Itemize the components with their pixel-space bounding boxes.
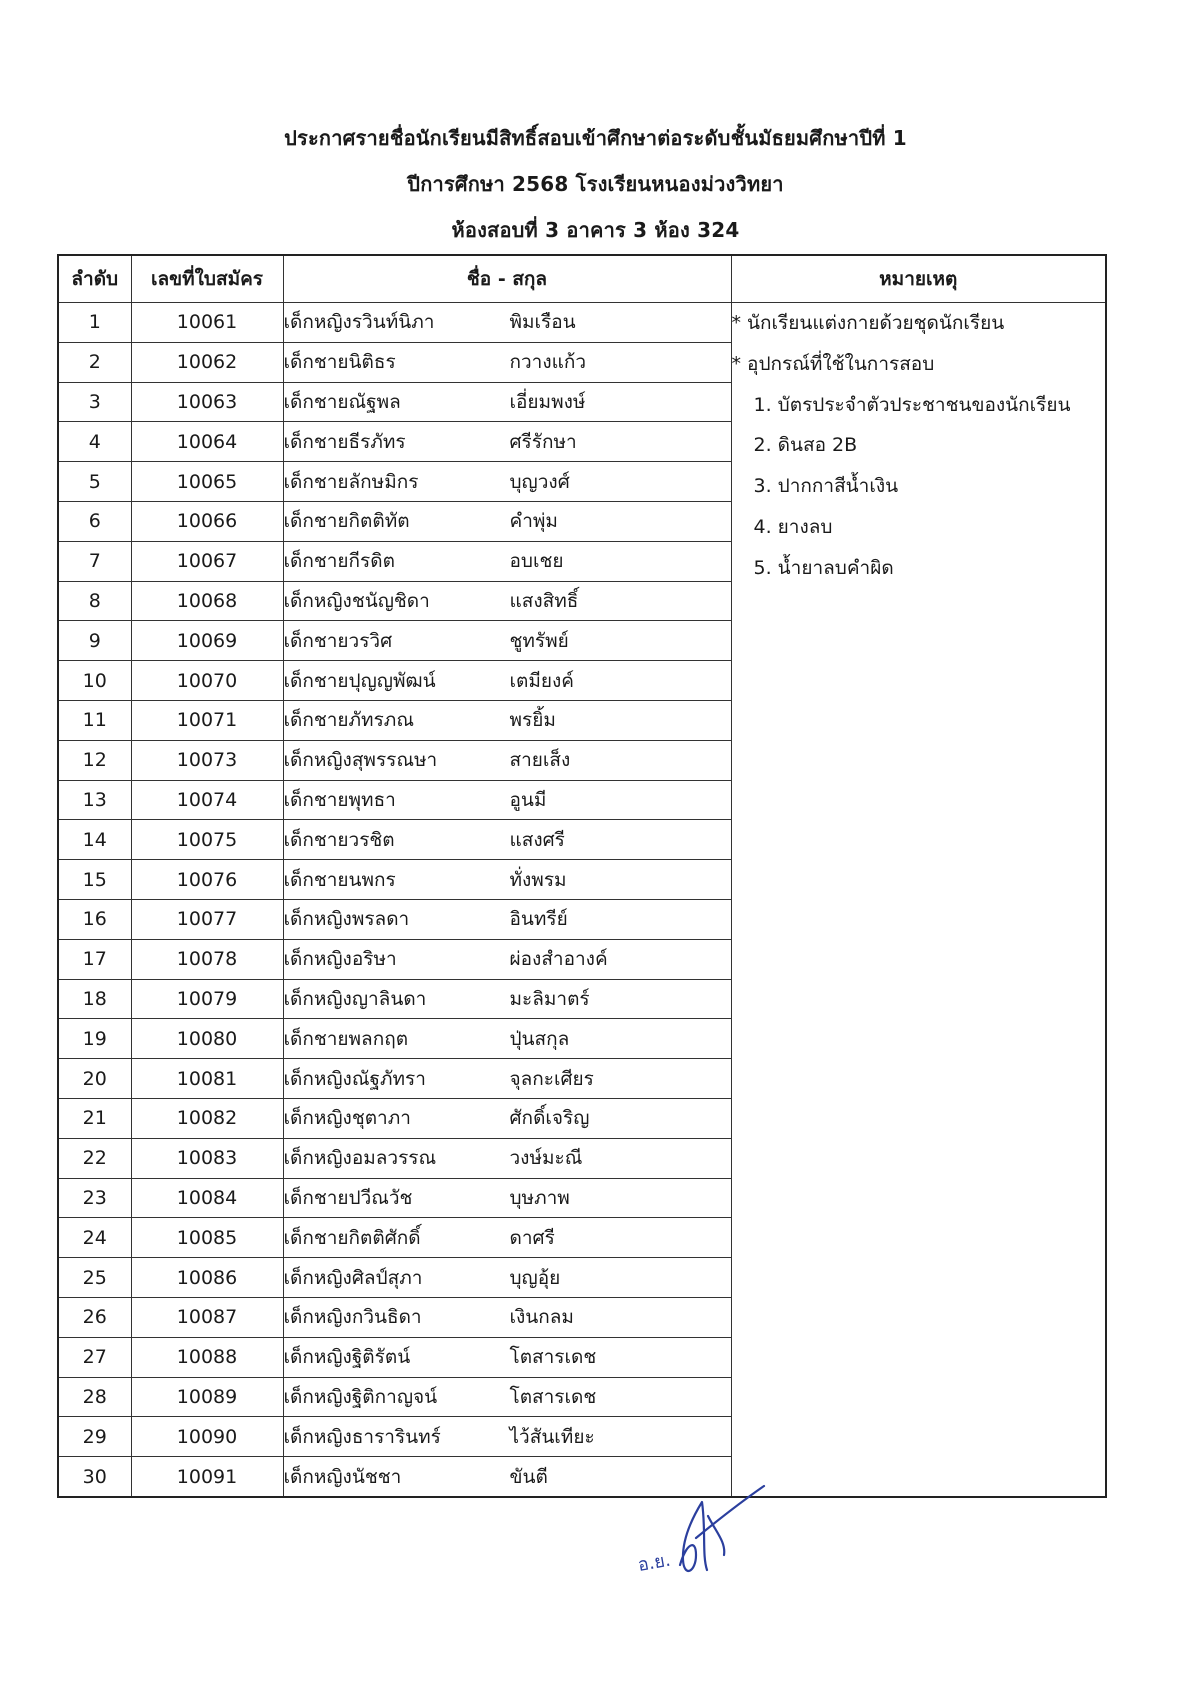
last-name: ชูทรัพย์ (509, 629, 569, 652)
application-number: 10074 (131, 780, 283, 820)
student-name (283, 1337, 731, 1377)
student-name (283, 581, 731, 621)
application-number: 10079 (131, 979, 283, 1019)
application-number: 10089 (131, 1377, 283, 1417)
last-name: เงินกลม (509, 1306, 574, 1329)
order-number: 15 (58, 860, 131, 900)
student-name (283, 860, 731, 900)
student-name (283, 422, 731, 462)
order-number: 17 (58, 939, 131, 979)
student-name (283, 382, 731, 422)
academic-year-school: ปีการศึกษา 2568 โรงเรียนหนองม่วงวิทยา (407, 172, 784, 196)
last-name: วงษ์มะณี (509, 1147, 583, 1170)
last-name: มะลิมาตร์ (509, 987, 590, 1010)
application-number: 10086 (131, 1258, 283, 1298)
order-number: 18 (58, 979, 131, 1019)
application-number: 10090 (131, 1417, 283, 1457)
last-name: ศักดิ์เจริญ (509, 1107, 590, 1130)
application-number: 10084 (131, 1178, 283, 1218)
order-number: 25 (58, 1258, 131, 1298)
last-name: โตสารเดช (509, 1385, 597, 1408)
first-name: เด็กชายธีรภัทร (283, 430, 406, 453)
first-name: เด็กหญิงญาลินดา (283, 987, 427, 1010)
first-name: เด็กชายปวีณวัช (283, 1186, 413, 1209)
first-name: เด็กหญิงธารารินทร์ (283, 1425, 441, 1448)
order-number: 5 (58, 462, 131, 502)
application-number: 10069 (131, 621, 283, 661)
application-number: 10087 (131, 1297, 283, 1337)
first-name: เด็กหญิงรวินท์นิภา (283, 311, 435, 334)
student-list-table (57, 254, 1107, 1498)
application-number: 10067 (131, 541, 283, 581)
application-number: 10078 (131, 939, 283, 979)
first-name: เด็กหญิงกวินธิดา (283, 1306, 422, 1329)
column-header-remarks: หมายเหตุ (731, 255, 1106, 303)
column-header-order: ลำดับ (58, 255, 131, 303)
last-name: ทั่งพรม (509, 868, 567, 891)
remark-note: * อุปกรณ์ที่ใช้ในการสอบ (731, 352, 935, 375)
application-number: 10061 (131, 303, 283, 343)
order-number: 8 (58, 581, 131, 621)
first-name: เด็กชายวรชิต (283, 828, 395, 851)
equipment-item: 3. ปากกาสีน้ำเงิน (753, 475, 899, 498)
last-name: กวางแก้ว (509, 351, 587, 374)
student-name (283, 1138, 731, 1178)
student-name (283, 700, 731, 740)
student-name (283, 1377, 731, 1417)
table-header-row (58, 255, 1106, 303)
order-number: 28 (58, 1377, 131, 1417)
student-name (283, 899, 731, 939)
first-name: เด็กหญิงฐิติรัตน์ (283, 1346, 411, 1369)
column-header-full-name: ชื่อ - สกุล (283, 255, 731, 303)
order-number: 19 (58, 1019, 131, 1059)
first-name: เด็กชายพลกฤต (283, 1027, 409, 1050)
order-number: 9 (58, 621, 131, 661)
first-name: เด็กหญิงอริษา (283, 948, 397, 971)
order-number: 10 (58, 661, 131, 701)
order-number: 24 (58, 1218, 131, 1258)
first-name: เด็กหญิงชนัญชิดา (283, 589, 430, 612)
first-name: เด็กชายนิติธร (283, 351, 396, 374)
student-name (283, 979, 731, 1019)
last-name: เตมียงค์ (509, 669, 574, 692)
first-name: เด็กชายนพกร (283, 868, 396, 891)
application-number: 10066 (131, 501, 283, 541)
student-name (283, 661, 731, 701)
last-name: พิมเรือน (509, 311, 576, 334)
application-number: 10063 (131, 382, 283, 422)
last-name: ขันตี (509, 1465, 548, 1488)
student-name (283, 1258, 731, 1298)
student-name (283, 1218, 731, 1258)
first-name: เด็กหญิงชุตาภา (283, 1107, 411, 1130)
order-number: 22 (58, 1138, 131, 1178)
application-number: 10088 (131, 1337, 283, 1377)
first-name: เด็กชายพุทธา (283, 788, 396, 811)
student-name (283, 303, 731, 343)
first-name: เด็กหญิงนัชชา (283, 1465, 402, 1488)
first-name: เด็กหญิงสุพรรณษา (283, 749, 438, 772)
order-number: 30 (58, 1457, 131, 1497)
order-number: 14 (58, 820, 131, 860)
student-name (283, 462, 731, 502)
student-name (283, 1178, 731, 1218)
order-number: 3 (58, 382, 131, 422)
student-name (283, 501, 731, 541)
first-name: เด็กชายปุญญพัฒน์ (283, 669, 436, 692)
student-name (283, 621, 731, 661)
last-name: เอี่ยมพงษ์ (509, 390, 586, 413)
application-number: 10077 (131, 899, 283, 939)
last-name: คำพุ่ม (509, 510, 558, 533)
application-number: 10075 (131, 820, 283, 860)
first-name: เด็กหญิงณัฐภัทรา (283, 1067, 426, 1090)
first-name: เด็กชายลักษมิกร (283, 470, 419, 493)
student-name (283, 1098, 731, 1138)
table-row (58, 303, 1106, 343)
first-name: เด็กหญิงฐิติกาญจน์ (283, 1385, 438, 1408)
student-name (283, 1059, 731, 1099)
equipment-item: 4. ยางลบ (753, 515, 833, 538)
equipment-item: 5. น้ำยาลบคำผิด (753, 556, 894, 579)
order-number: 4 (58, 422, 131, 462)
order-number: 29 (58, 1417, 131, 1457)
application-number: 10064 (131, 422, 283, 462)
first-name: เด็กชายกิตติทัต (283, 510, 410, 533)
application-number: 10073 (131, 740, 283, 780)
student-name (283, 939, 731, 979)
order-number: 16 (58, 899, 131, 939)
last-name: ศรีรักษา (509, 430, 577, 453)
order-number: 1 (58, 303, 131, 343)
last-name: บุญอุ้ย (509, 1266, 561, 1289)
student-name (283, 1417, 731, 1457)
last-name: บุญวงศ์ (509, 470, 570, 493)
last-name: ผ่องสำอางค์ (509, 948, 608, 971)
application-number: 10070 (131, 661, 283, 701)
last-name: บุษภาพ (509, 1186, 570, 1209)
last-name: ดาศรี (509, 1226, 555, 1249)
last-name: อินทรีย์ (509, 908, 568, 931)
order-number: 7 (58, 541, 131, 581)
application-number: 10083 (131, 1138, 283, 1178)
application-number: 10076 (131, 860, 283, 900)
last-name: โตสารเดช (509, 1346, 597, 1369)
last-name: ไว้สันเทียะ (509, 1425, 595, 1448)
signature-mark (636, 1480, 766, 1590)
last-name: จุลกะเศียร (509, 1067, 594, 1090)
application-number: 10080 (131, 1019, 283, 1059)
remark-note: * นักเรียนแต่งกายด้วยชุดนักเรียน (731, 312, 1005, 334)
last-name: อูนมี (509, 788, 547, 811)
student-name (283, 342, 731, 382)
last-name: แสงสิทธิ์ (509, 589, 579, 612)
application-number: 10091 (131, 1457, 283, 1497)
first-name: เด็กชายณัฐพล (283, 390, 401, 413)
order-number: 11 (58, 700, 131, 740)
order-number: 21 (58, 1098, 131, 1138)
student-name (283, 740, 731, 780)
student-name (283, 1019, 731, 1059)
first-name: เด็กชายวรวิศ (283, 629, 393, 652)
equipment-item: 2. ดินสอ 2B (753, 434, 858, 457)
first-name: เด็กหญิงศิลป์สุภา (283, 1266, 423, 1289)
order-number: 6 (58, 501, 131, 541)
order-number: 27 (58, 1337, 131, 1377)
first-name: เด็กหญิงพรลดา (283, 908, 410, 931)
exam-room: ห้องสอบที่ 3 อาคาร 3 ห้อง 324 (451, 218, 740, 242)
first-name: เด็กชายภัทรภณ (283, 709, 414, 732)
first-name: เด็กชายกีรดิต (283, 550, 395, 573)
student-name (283, 541, 731, 581)
student-name (283, 1297, 731, 1337)
order-number: 26 (58, 1297, 131, 1337)
equipment-item: 1. บัตรประจำตัวประชาชนของนักเรียน (753, 393, 1071, 416)
order-number: 23 (58, 1178, 131, 1218)
signature-stroke (680, 1486, 764, 1571)
document-title: ประกาศรายชื่อนักเรียนมีสิทธิ์สอบเข้าศึกษาต่อระดับชั้นมัธยมศึกษาปีที่ 1 (284, 126, 907, 150)
application-number: 10062 (131, 342, 283, 382)
application-number: 10081 (131, 1059, 283, 1099)
student-name (283, 780, 731, 820)
first-name: เด็กชายกิตติศักดิ์ (283, 1226, 421, 1249)
order-number: 2 (58, 342, 131, 382)
column-header-application-no: เลขที่ใบสมัคร (131, 255, 283, 303)
student-name (283, 820, 731, 860)
last-name: อบเชย (509, 550, 564, 573)
application-number: 10068 (131, 581, 283, 621)
last-name: สายเส็ง (509, 749, 571, 772)
application-number: 10071 (131, 700, 283, 740)
order-number: 20 (58, 1059, 131, 1099)
application-number: 10085 (131, 1218, 283, 1258)
signature-initials: อ.ย. (636, 1549, 673, 1576)
first-name: เด็กหญิงอมลวรรณ (283, 1147, 437, 1170)
last-name: พรยิ้ม (509, 709, 556, 732)
application-number: 10082 (131, 1098, 283, 1138)
order-number: 12 (58, 740, 131, 780)
application-number: 10065 (131, 462, 283, 502)
order-number: 13 (58, 780, 131, 820)
last-name: แสงศรี (509, 828, 565, 851)
remarks-cell (731, 303, 1106, 1497)
last-name: ปุ่นสกุล (509, 1027, 570, 1050)
